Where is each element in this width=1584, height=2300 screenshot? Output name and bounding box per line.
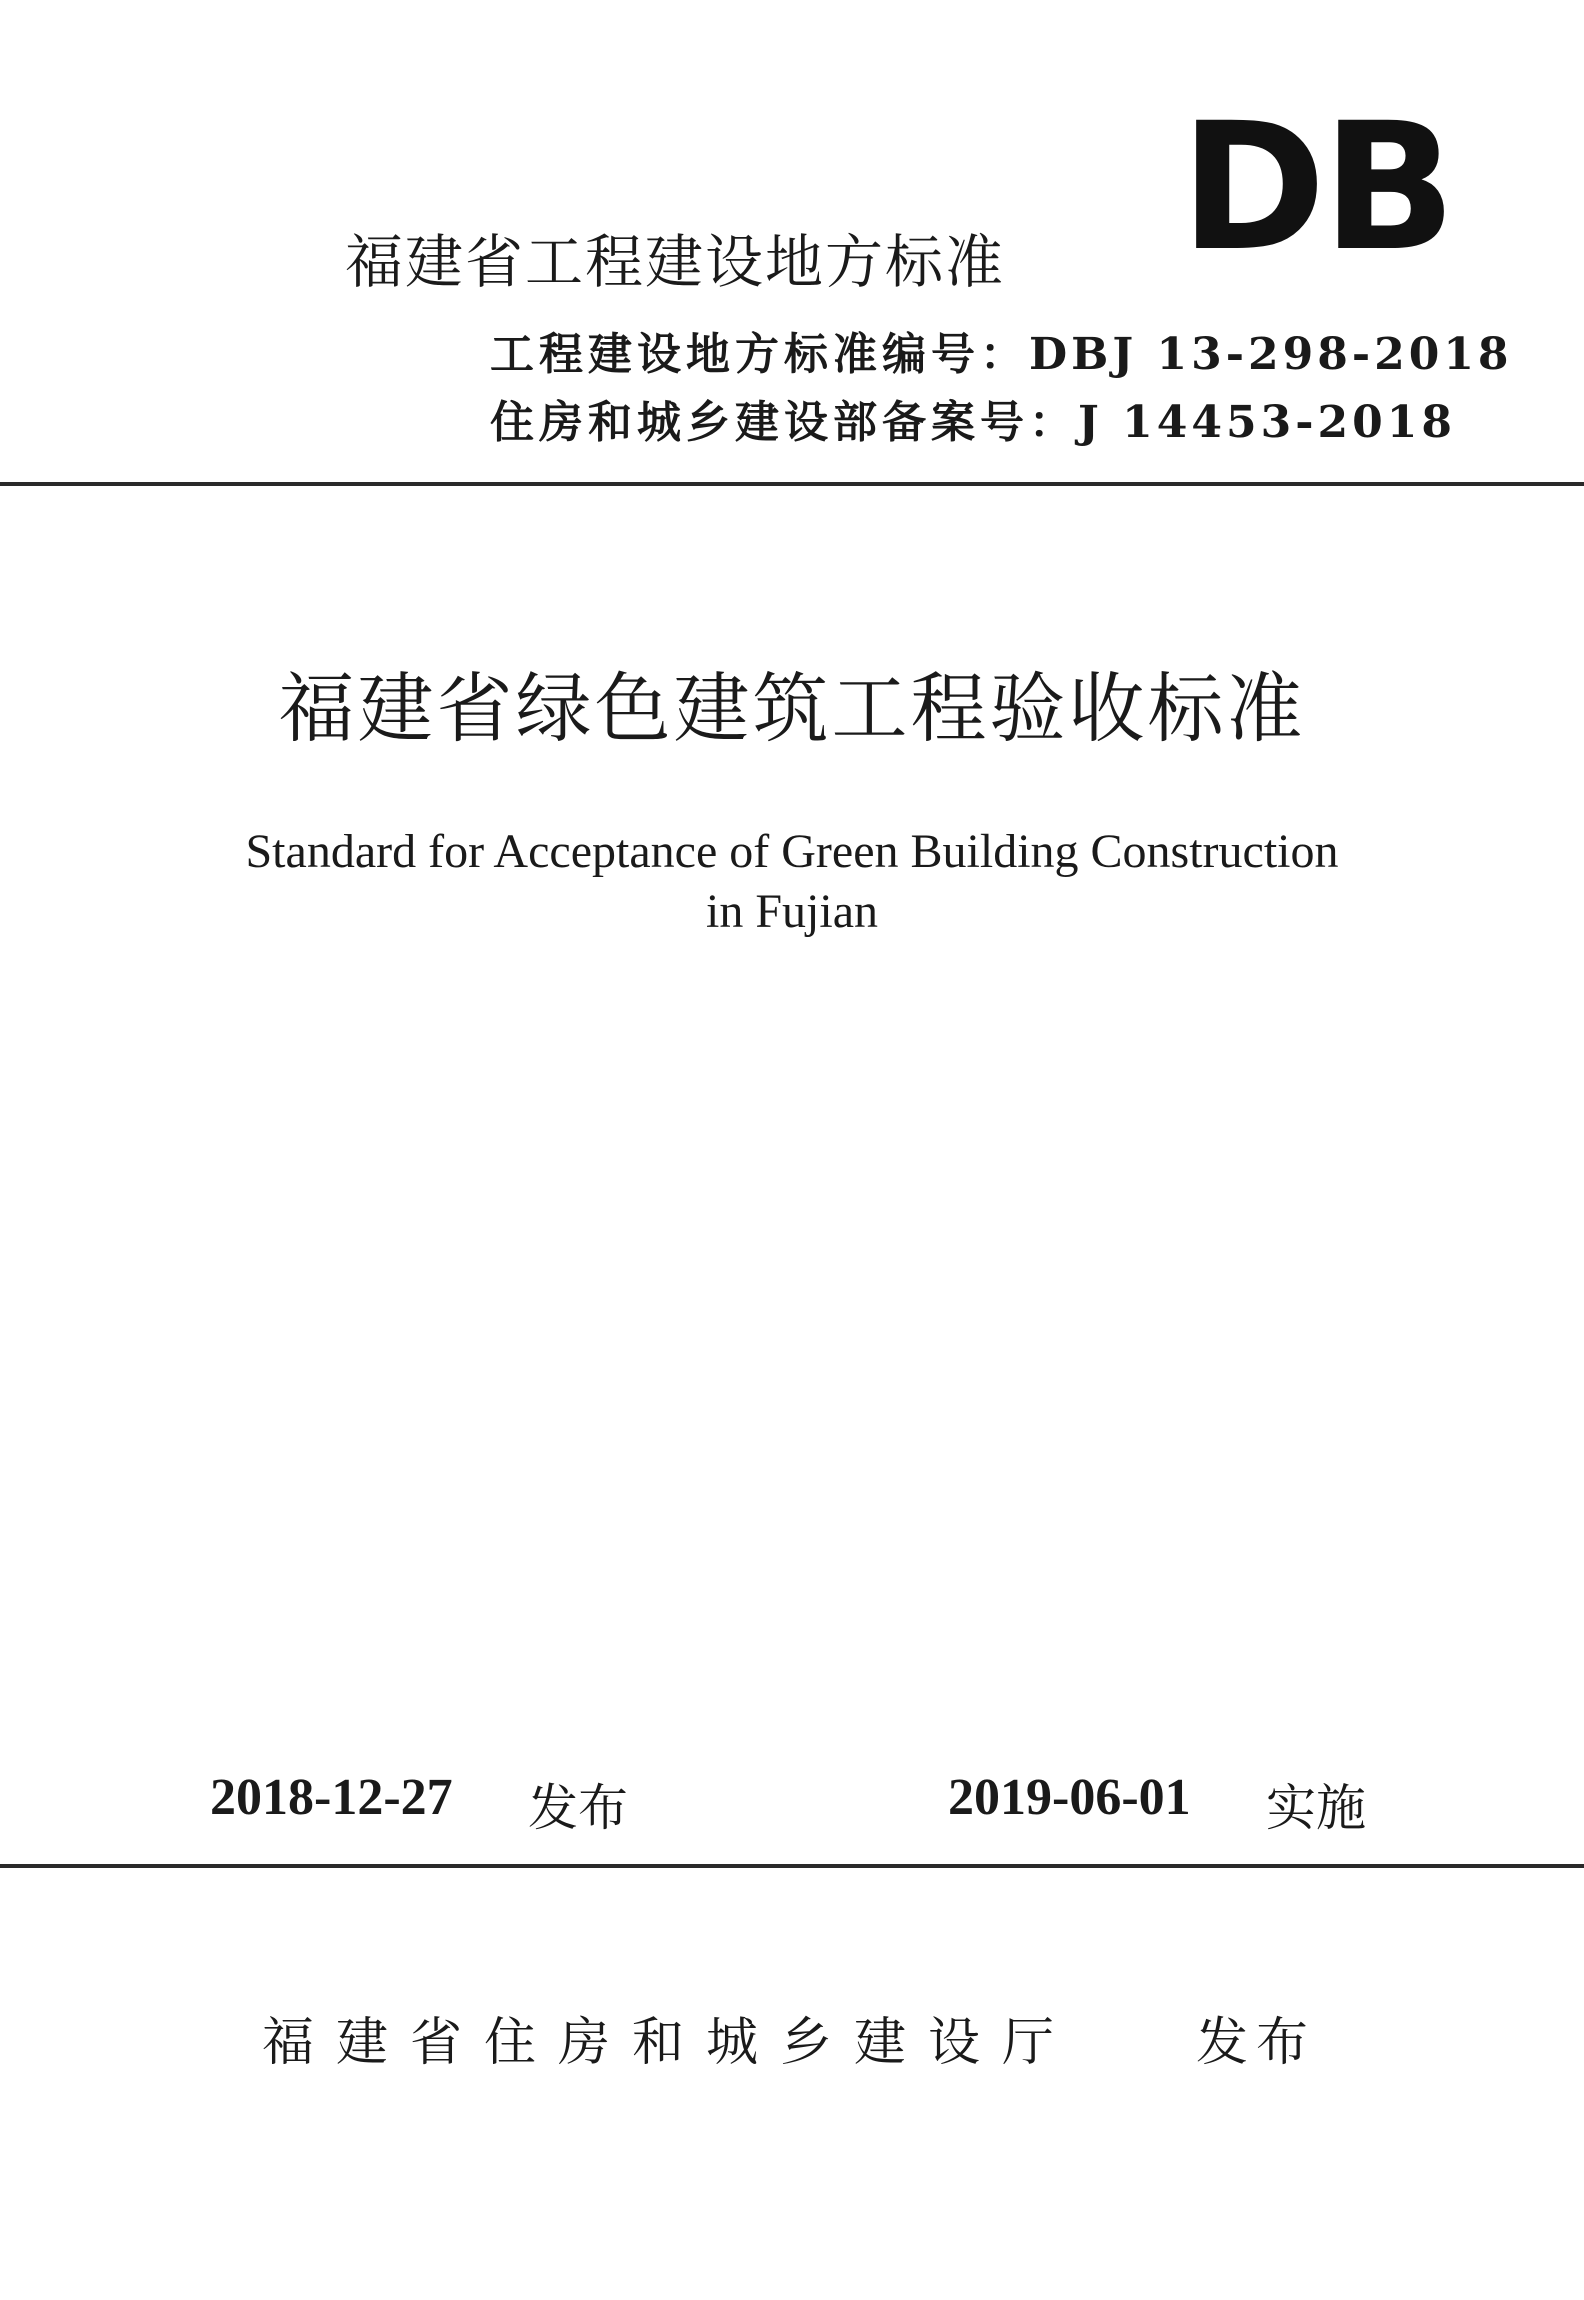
- top-divider: [0, 482, 1584, 486]
- issue-label: 发布: [528, 1779, 628, 1837]
- record-number-label: 住房和城乡建设部备案号：: [490, 397, 1078, 448]
- db-mark: DB: [1180, 85, 1453, 290]
- series-title: 福建省工程建设地方标准: [345, 228, 1006, 296]
- standard-number: DBJ 13-298-2018: [1029, 329, 1513, 380]
- record-number-line: [490, 386, 1456, 450]
- standard-number-line: [490, 318, 1513, 382]
- issuer: 福建省住房和城乡建设厅: [262, 2013, 1077, 2073]
- bottom-divider: [0, 1864, 1584, 1868]
- main-title-en-line2: in Fujian: [705, 885, 878, 938]
- main-title-en-line1: Standard for Acceptance of Green Building Construction: [245, 825, 1339, 878]
- issuer-label: 发布: [1196, 2013, 1317, 2073]
- implementation-date: 2019-06-01: [948, 1769, 1191, 1826]
- issue-date: 2018-12-27: [210, 1769, 453, 1826]
- standard-number-label: 工程建设地方标准编号：: [490, 329, 1029, 380]
- implementation-label: 实施: [1266, 1779, 1366, 1837]
- main-title-cn: 福建省绿色建筑工程验收标准: [278, 664, 1306, 753]
- record-number: J 14453-2018: [1078, 397, 1456, 448]
